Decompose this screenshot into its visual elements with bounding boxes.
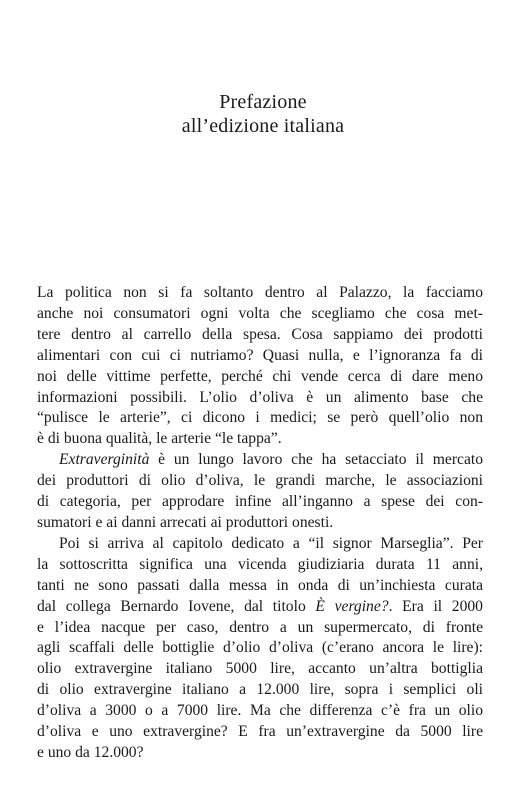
text-line: di categoria, per approdare infine all’inganno a spese dei con- <box>37 493 483 511</box>
text-line <box>37 450 483 471</box>
body-text <box>37 283 483 764</box>
text-line <box>37 597 483 618</box>
text-line: e l’idea nacque per caso, dentro a un supermercato, di fronte <box>37 618 483 636</box>
text-line: agli scaffali delle bottiglie d’olio d’oliva (c’erano ancora le lire): <box>37 639 483 657</box>
text-line: di olio extravergine italiano a 12.000 lire, sopra i semplici oli <box>37 681 483 699</box>
title-line-1: Prefazione <box>219 91 307 113</box>
text-line: la sottoscritta significa una vicenda giudiziaria durata 11 anni, <box>37 555 483 573</box>
program-title-italic: È vergine? <box>315 597 389 615</box>
text-fragment: è un lungo lavoro che ha setacciato il mercato <box>149 451 483 469</box>
text-line: alimentari con cui ci nutriamo? Quasi nulla, e l’ignoranza fa di <box>37 346 483 364</box>
text-line: è di buona qualità, le arterie “le tappa”. <box>37 430 282 448</box>
text-fragment: dal collega Bernardo Iovene, dal titolo <box>37 597 316 615</box>
text-line: tere dentro al carrello della spesa. Cosa sappiamo dei prodotti <box>37 325 483 343</box>
text-line: tanti ne sono passati dalla messa in onda di un’inchiesta curata <box>37 576 483 594</box>
text-line: anche noi consumatori ogni volta che scegliamo che cosa met- <box>37 304 483 322</box>
book-title-italic: Extraverginità <box>59 451 150 469</box>
chapter-title <box>0 90 526 138</box>
text-line: informazioni possibili. L’olio d’oliva è un alimento base che <box>37 388 483 406</box>
text-line: olio extravergine italiano 5000 lire, accanto un’altra bottiglia <box>37 660 483 678</box>
text-line: sumatori e ai danni arrecati ai produttori onesti. <box>37 513 334 531</box>
text-line: dei produttori di olio d’oliva, le grandi marche, le associazioni <box>37 472 483 490</box>
text-line: d’oliva a 3000 o a 7000 lire. Ma che differenza c’è fra un olio <box>37 702 483 720</box>
text-line: “pulisce le arterie”, ci dicono i medici; se però quell’olio non <box>37 409 483 427</box>
text-line: La politica non si fa soltanto dentro al Palazzo, la facciamo <box>37 284 483 301</box>
text-fragment: . Era il 2000 <box>388 597 483 615</box>
text-line: d’oliva e uno extravergine? E fra un’extravergine da 5000 lire <box>37 723 483 741</box>
text-line: Poi si arriva al capitolo dedicato a “il signor Marseglia”. Per <box>59 534 483 552</box>
text-line: e uno da 12.000? <box>37 743 144 761</box>
text-line: noi delle vittime perfette, perché chi vende cerca di dare meno <box>37 367 483 385</box>
title-line-2: all’edizione italiana <box>181 115 345 137</box>
